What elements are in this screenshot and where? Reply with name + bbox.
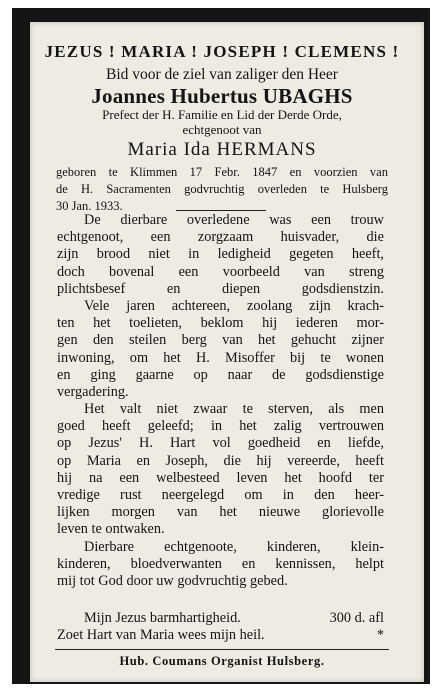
ejaculation-text: Zoet Hart van Maria wees mijn heil.: [57, 627, 265, 644]
obituary-line: Dierbare echtgenoote, kinderen, klein-: [84, 538, 384, 555]
obituary-line: leven te ontwaken.: [57, 521, 165, 538]
spouse-name: Maria Ida HERMANS: [127, 139, 317, 160]
death-date: 30 Jan. 1933.: [56, 199, 123, 214]
obituary-line: inwoning, om het H. Misoffer bij te wonen: [57, 349, 384, 366]
ejaculation-text: Mijn Jezus barmhartigheid.: [84, 610, 241, 626]
obituary-line: zijn brood niet in ledigheid gegeten heeft,: [57, 246, 384, 263]
obituary-line: op Jezus' H. Hart vol goedheid en liefde,: [57, 435, 384, 452]
obituary-line: vredige rust neergelegd om in den heer-: [57, 487, 384, 503]
ornament-mark: *: [376, 627, 384, 644]
obituary-line: ten het toelieten, beklom hij iederen mor-: [57, 315, 384, 332]
section-divider: [176, 210, 266, 211]
obituary-line: op Maria en Joseph, die hij vereerde, heeft: [57, 452, 384, 469]
ejaculation-row: [57, 610, 384, 627]
obituary-line: goed heeft geleefd; in het zalig vertrouwen: [57, 418, 384, 435]
birth-line: geboren te Klimmen 17 Febr. 1847 en voorzien van: [56, 165, 388, 179]
ejaculation-row: [57, 627, 384, 644]
closing-prayers: [57, 610, 384, 644]
spouse-intro: echtgenoot van: [182, 122, 262, 137]
deceased-name: Joannes Hubertus UBAGHS: [91, 84, 353, 108]
obituary-line: mij tot God door uw godvruchtig gebed.: [57, 572, 288, 589]
invocation-heading: JEZUS ! MARIA ! JOSEPH ! CLEMENS !: [44, 42, 400, 61]
obituary-line: kinderen, bloedverwanten en kennissen, helpt: [57, 555, 384, 572]
footer-divider: [55, 649, 389, 650]
obituary-line: echtgenoot, een zorgzaam huisvader, die: [57, 229, 384, 246]
obituary-line: doch bovenal een voorbeeld van streng: [57, 263, 384, 280]
obituary-line: hij na een welbesteed leven het hoofd ter: [57, 469, 384, 486]
obituary-line: lijken morgen van het nieuwe glorievolle: [57, 504, 384, 521]
obituary-line: De dierbare overledene was een trouw: [84, 212, 384, 228]
indulgence-text: 300 d. afl: [329, 610, 384, 626]
obituary-line: en ging gaarne op naar de godsdienstige: [57, 366, 384, 383]
obituary-line: vergadering.: [57, 383, 129, 400]
obituary-line: plichtsbesef en diepen godsdienstzin.: [57, 280, 384, 297]
obituary-line: Het valt niet zwaar te sterven, als men: [84, 401, 384, 418]
prayer-request-line: Bid voor de ziel van zaliger den Heer: [106, 66, 338, 83]
obituary-text: [57, 212, 384, 590]
deceased-role: Prefect der H. Familie en Lid der Derde Orde,: [102, 107, 342, 122]
printer-credit: Hub. Coumans Organist Hulsberg.: [119, 654, 325, 668]
death-line: de H. Sacramenten godvruchtig overleden te Hulsberg: [56, 182, 388, 197]
obituary-line: Vele jaren achtereen, zoolang zijn krach-: [84, 297, 384, 314]
obituary-line: gen den steilen berg van het gehucht zijner: [57, 332, 384, 349]
